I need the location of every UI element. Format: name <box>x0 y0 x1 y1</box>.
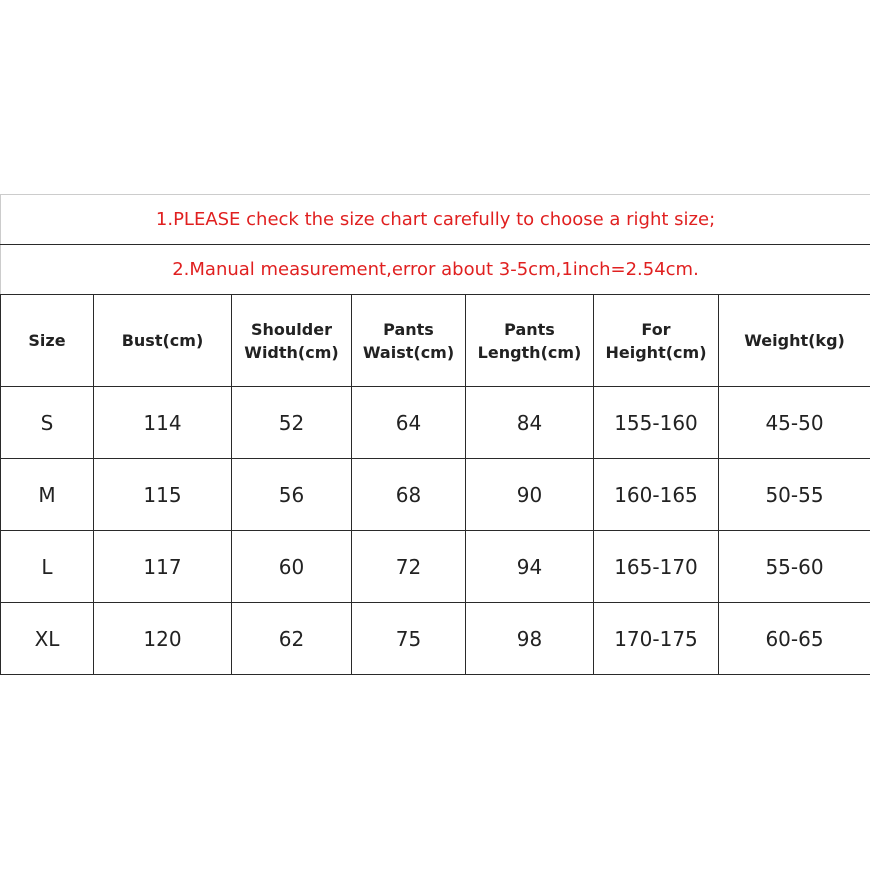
notice-text-1: 1.PLEASE check the size chart carefully to choose a right size; <box>1 195 870 245</box>
cell-pants-waist: 68 <box>352 459 466 531</box>
cell-size: XL <box>1 603 94 675</box>
header-pants-waist-line2: Waist(cm) <box>362 342 455 362</box>
cell-pants-waist: 64 <box>352 387 466 459</box>
table-row-s <box>1 387 870 459</box>
cell-pants-length: 90 <box>466 459 594 531</box>
cell-shoulder-width: 60 <box>232 531 352 603</box>
header-row <box>1 295 870 387</box>
header-for-height-line2: Height(cm) <box>605 342 707 362</box>
cell-shoulder-width: 62 <box>232 603 352 675</box>
header-pants-waist-line1: Pants <box>383 319 434 339</box>
header-size-label: Size <box>28 331 66 350</box>
notice-text-2: 2.Manual measurement,error about 3-5cm,1inch=2.54cm. <box>1 245 870 295</box>
header-shoulder-line1: Shoulder <box>251 319 332 339</box>
header-weight-label: Weight(kg) <box>744 331 845 350</box>
cell-pants-waist: 72 <box>352 531 466 603</box>
header-bust <box>94 295 232 387</box>
header-for-height-line1: For <box>641 319 671 339</box>
cell-pants-length: 94 <box>466 531 594 603</box>
cell-weight: 50-55 <box>719 459 870 531</box>
header-shoulder-width <box>232 295 352 387</box>
cell-size: L <box>1 531 94 603</box>
table-row-m <box>1 459 870 531</box>
header-size <box>1 295 94 387</box>
cell-for-height: 170-175 <box>594 603 719 675</box>
header-shoulder-line2: Width(cm) <box>244 342 339 362</box>
cell-weight: 45-50 <box>719 387 870 459</box>
header-pants-length-line2: Length(cm) <box>477 342 582 362</box>
cell-shoulder-width: 52 <box>232 387 352 459</box>
cell-for-height: 160-165 <box>594 459 719 531</box>
cell-for-height: 155-160 <box>594 387 719 459</box>
cell-shoulder-width: 56 <box>232 459 352 531</box>
header-bust-label: Bust(cm) <box>121 331 204 350</box>
header-pants-length-line1: Pants <box>504 319 555 339</box>
header-weight <box>719 295 870 387</box>
cell-size: M <box>1 459 94 531</box>
cell-size: S <box>1 387 94 459</box>
cell-for-height: 165-170 <box>594 531 719 603</box>
header-pants-waist <box>352 295 466 387</box>
cell-bust: 120 <box>94 603 232 675</box>
cell-pants-waist: 75 <box>352 603 466 675</box>
notice-row-2 <box>1 245 870 295</box>
header-pants-length <box>466 295 594 387</box>
table-row-xl <box>1 603 870 675</box>
header-for-height <box>594 295 719 387</box>
table-row-l <box>1 531 870 603</box>
cell-pants-length: 98 <box>466 603 594 675</box>
cell-weight: 55-60 <box>719 531 870 603</box>
notice-row-1 <box>1 195 870 245</box>
cell-bust: 117 <box>94 531 232 603</box>
cell-bust: 114 <box>94 387 232 459</box>
cell-bust: 115 <box>94 459 232 531</box>
cell-weight: 60-65 <box>719 603 870 675</box>
size-chart-table <box>0 194 870 675</box>
cell-pants-length: 84 <box>466 387 594 459</box>
